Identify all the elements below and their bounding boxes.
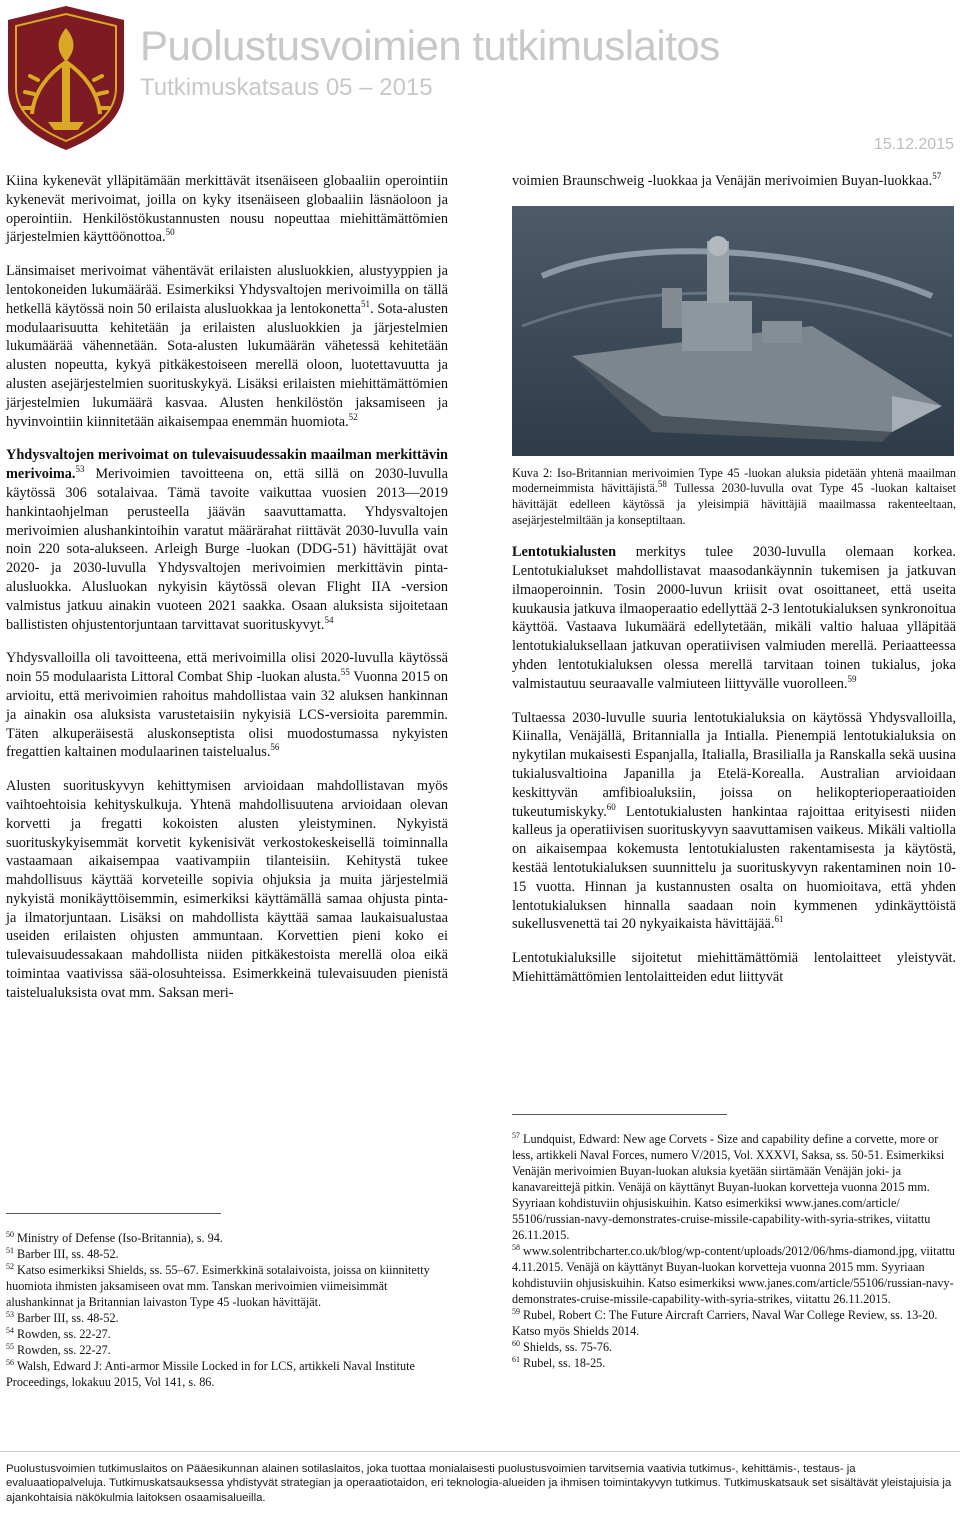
issue-title: Tutkimuskatsaus 05 – 2015 (140, 74, 433, 101)
footer-divider (0, 1451, 960, 1452)
footnote: $^{51}$ Barber III, ss. 48-52. (6, 1245, 119, 1261)
paragraph: Yhdysvaltojen merivoimat on tulevaisuudessakin maailman merkittävin merivoima.$^{53}$ Merivoimien tavoitteena on, että sillä on 2030-luvulla käytössä 306 sotalaivaa. Tämä tavoite vaikuttaa vuosien 2013—2019 hankintaohjelman perusteella jäävän saavuttamatta. Yhdysvaltojen merivoimien alushankintoihin varatut määrärahat riittävät 2030-luvulla vain noin 220 sota-alukseen. Arleigh Burge -luokan (DDG-51) hävittäjät ovat 2020- ja 2030-luvulla Yhdysvaltojen merivoimien merkittävin pinta-alusluokka. Alusluokan nykyisin käytössä olevan Flight IIA -version valmistus jatkuu ainakin vuoteen 2021 saakka. Osaan aluksista sijoitetaan ballististen ohjustentorjuntaan tarvittavat suorituskyvyt.$^{54}$ (6, 447, 448, 633)
paragraph: Lentotukialuksille sijoitetut miehittämättömiä lentolaitteet yleistyvät. Miehittämättömien lentolaitteiden edut liittyvät (512, 950, 956, 985)
footnote: $^{52}$ Katso esimerkiksi Shields, ss. 55–67. Esimerkkinä sotalaivoista, joissa on kiinnitetty huomiota ihmisten jaksamiseen ovat mm. Tanskan merivoimien viimeisimmät alushankinnat ja Britannian laivaston Type 45 -luokan hävittäjät. (6, 1261, 430, 1309)
paragraph: Alusten suorituskyvyn kehittymisen arvioidaan mahdollistavan myös vaihtoehtoisia kehityskulkuja. Yhtenä mahdollisuutena arvioidaan olevan korvetti ja fregatti kokoisten alusten yleistyminen. Nykyistä suorituskykyisemmät korvetit kykenisivät verkostokeskeisellä toiminnalla vastaamaan aikaisempaa vaativampiin tilanteisiin. Kehitystä tukee mahdollisuus käyttää korveteille sopivia ohjuksia ja muita järjestelmiä nykyistä monikäyttöisemmin, esimerkiksi käyttämällä samaa ohjusta pinta- ja ilmatorjuntaan. Lisäksi on mahdollista käyttää samaa laukaisualustaa useiden erilaisten ohjusten ammuntaan. Korvettien pieni koko ei tulevaisuudessakaan mahdollista niiden pitkäkestoista merellä oloa eikä toimintaa vaativissa sää-olosuhteissa. Esimerkkeinä tulevaisuuden pienistä taistelualuksista ovat mm. Saksan meri- (6, 778, 448, 1001)
publication-date: 15.12.2015 (873, 136, 954, 153)
left-column (6, 172, 448, 1018)
page-footer: Puolustusvoimien tutkimuslaitos on Pääesikunnan alainen sotilaslaitos, joka tuottaa monialaisesti puolustusvoimien tarvitsemia vaativia tutkimus-, kehittämis-, testaus- ja evaluaatiopalveluja. Tutkimuskatsauksessa yhdistyvät strategian ja operaatiotaidon, eri teknologia-alueiden ja ihmisen toimintakyvyn tutkimus. Tutkimuskatsauk set sisältävät yleistajuisia ja ajankohtaisia näkökulmia laitoksen osaamisalueilla. (6, 1463, 952, 1504)
paragraph: Tultaessa 2030-luvulle suuria lentotukialuksia on käytössä Yhdysvalloilla, Kiinalla, Venäjällä, Britannialla ja Intialla. Pienempiä lentotukialuksia on nykytilan mukaisesti Espanjalla, Italialla, Brasilialla ja Ranskalla sekä uusina tukialusvaltioina Japanilla ja Etelä-Korealla. Australian arvioidaan keskittyvän amfibioaluksiin, joissa on helikopterioperaatioiden tukeutumiskyky.$^{60}$ Lentotukialusten hankintaa rajoittaa erityisesti niiden kalleus ja operatiivisen suorituskyvyn saavuttamisen vaikeus. Mikäli valtiolla on aikaisempaa kokemusta lentotukialusten rakentamisesta ja käytöstä, kestää lentotukialuksen suunnittelu ja suorituskyvyn rakentaminen noin 10-15 vuotta. Hinnan ja kustannusten osalta on huomioitava, että yhden lentotukialuksen hinnalla saadaan noin kymmenen ydinkäyttöistä sukellusvenettä tai 20 nykyaikaista hävittäjää.$^{61}$ (512, 709, 956, 933)
paragraph: Kiina kykenevät ylläpitämään merkittävät itsenäiseen globaaliin operointiin kykenevät merivoimat, joilla on kyky itsenäiseen globaaliin läsnäoloon ja operointiin. Henkilöstökustannusten nousu nopeuttaa miehittämättömien järjestelmien käyttöönottoa.$^{50}$ (6, 173, 448, 246)
footnote: $^{53}$ Barber III, ss. 48-52. (6, 1309, 119, 1325)
paragraph: Lentotukialusten merkitys tulee 2030-luvulla olemaan korkea. Lentotukialukset mahdollistavat maasodankäynnin tukemisen ja jatkuvan ilmaoperoinnin. Tosin 2000-luvun kriisit ovat osoittaneet, että useita kuukausia jatkuva ilmaoperaatio edellyttää 2-3 lentotukialuksen synkronoitua käyttöä. Vastaava lukumäärä edellytetään, mikäli valtio haluaa ylläpitää lentotukialuksellaan jatkuvan operatiivisen valmiuden merellä. Periaatteessa yhden lentotukialuksen olessa merellä tarvitaan toinen tukialus, joka valmistautuu seuraavalle valmiuteen liittyvälle vuorolleen.$^{59}$ (512, 544, 956, 692)
page-header (0, 0, 960, 160)
footnote: $^{60}$ Shields, ss. 75-76. (512, 1338, 613, 1354)
footnote: $^{59}$ Rubel, Robert C: The Future Aircraft Carriers, Naval War College Review, ss. 13-20. Katso myös Shields 2014. (512, 1306, 938, 1338)
paragraph: Yhdysvalloilla oli tavoitteena, että merivoimilla olisi 2020-luvulla käytössä noin 55 modulaarista Littoral Combat Ship -luokan alusta.$^{55}$ Vuonna 2015 on arvioitu, että merivoimien rahoitus mahdollistaa vain 32 aluksen hankinnan ja ainakin osa aluksista varustetaisiin nykyisiä LCS-versioita paremmin. Täten alkuperäisestä aluskonseptista olisi muodostumassa nykyisten fregattien kaltainen modulaarinen taistelualus.$^{56}$ (6, 650, 449, 761)
footnotes-left (6, 1213, 446, 1390)
torch-emblem-icon (4, 4, 128, 152)
right-column (512, 172, 956, 1002)
ship-photo (512, 206, 954, 456)
figure-caption: Kuva 2: Iso-Britannian merivoimien Type 45 -luokan aluksia pidetään yhtenä maailman moderneimmista hävittäjistä.$^{58}$ Tullessa 2030-luvulla ovat Type 45 -luokan kaltaiset hävittäjät edelleen käytössä ja yleisimpiä hävittäjiä maailmassa rakenteeltaan, asejärjestelmiltään ja konseptiltaan. (512, 465, 956, 527)
footnote: $^{54}$ Rowden, ss. 22-27. (6, 1325, 111, 1341)
footnote: $^{61}$ Rubel, ss. 18-25. (512, 1354, 606, 1370)
footnote: $^{58}$ www.solentribcharter.co.uk/blog/wp-content/uploads/2012/06/hms-diamond.jpg, viitattu 4.11.2015. Venäjä on käyttänyt Buyan-luokan korvetteja vuonna 2015 mm. Syyriaan kohdistuviin ohjusiskuihin. Katso esimerkiksi www.janes.com/article/55106/russian-navy-demonstrates-cruise-missile-capability-with-syria-strikes, viitattu 26.11.2015. (512, 1242, 955, 1306)
footnote: $^{56}$ Walsh, Edward J: Anti-armor Missile Locked in for LCS, artikkeli Naval Institute Proceedings, lokakuu 2015, Vol 141, s. 86. (6, 1357, 415, 1389)
footnote: $^{55}$ Rowden, ss. 22-27. (6, 1341, 111, 1357)
paragraph: Länsimaiset merivoimat vähentävät erilaisten alusluokkien, alustyyppien ja lentokoneiden lukumäärää. Esimerkiksi Yhdysvaltojen merivoimilla on tällä hetkellä käytössä noin 50 erilaista alusluokkaa ja lentokonetta$^{51}$. Sota-alusten modulaarisuutta kehitetään ja erilaisten alusluokkien ja järjestelmien lukumäärää vähennetään. Sota-alusten lukumäärän vähetessä kehitetään alusten nopeutta, kykyä pitkäkestoiseen merellä oloon, luotettavuutta ja alusten asejärjestelmien suorituskykyä. Lisäksi erilaisten miehittämättömien järjestelmien lukumäärä kasvaa. Alusten henkilöstön jaksamiseen ja hyvinvointiin kiinnitetään aikaisempaa enemmän huomiota.$^{52}$ (6, 263, 449, 430)
footnote: $^{57}$ Lundquist, Edward: New age Corvets - Size and capability define a corvette, more or less, artikkeli Naval Forces, numero V/2015, Vol. XXXVI, Saksa, ss. 50-51. Esimerkiksi Venäjän merivoimien Buyan-luokan aluksia kyetään siirtämään Venäjän joki- ja kanavareittejä pitkin. Venäjä on käyttänyt Buyan-luokan korvetteja vuonna 2015 mm. Syyriaan kohdistuviin ohjusiskuihin. Katso esimerkiksi www.janes.com/article/ 55106/russian-navy-demonstrates-cruise-missile-capability-with-syria-strikes, viitattu 26.11.2015. (512, 1130, 945, 1242)
footnotes-right (512, 1114, 956, 1371)
org-title: Puolustusvoimien tutkimuslaitos (140, 22, 720, 69)
paragraph: voimien Braunschweig -luokkaa ja Venäjän merivoimien Buyan-luokkaa.$^{57}$ (512, 171, 942, 189)
footnote-divider (512, 1114, 727, 1115)
footnote: $^{50}$ Ministry of Defense (Iso-Britannia), s. 94. (6, 1229, 223, 1245)
footnote-divider (6, 1213, 221, 1214)
